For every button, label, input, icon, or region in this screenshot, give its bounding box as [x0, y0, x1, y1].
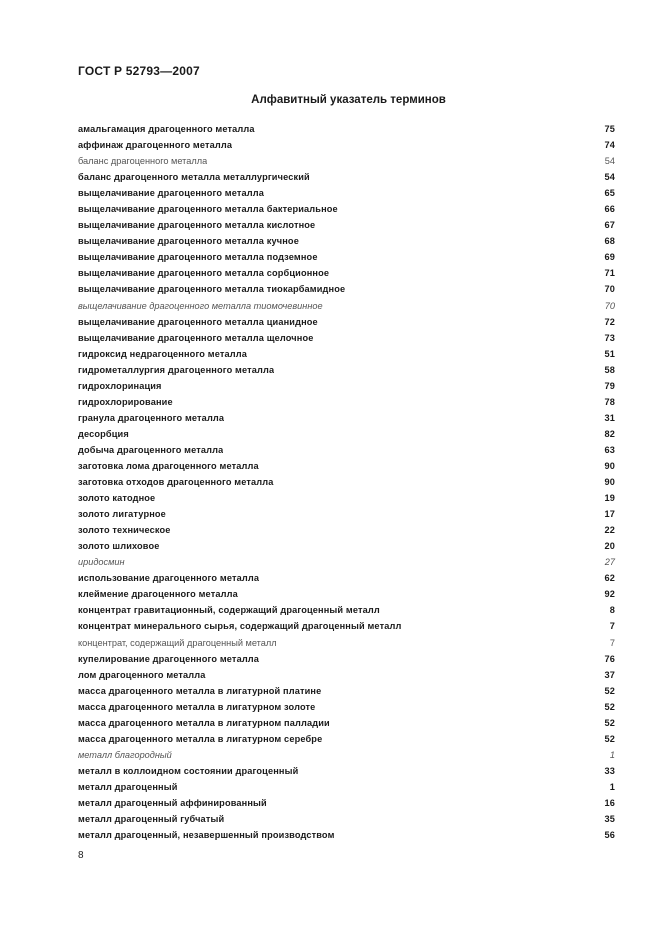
- index-page-ref: 52: [604, 685, 615, 696]
- index-page-ref: 7: [609, 621, 615, 632]
- index-page-ref: 27: [604, 557, 615, 568]
- index-page-ref: 7: [609, 637, 615, 648]
- index-page-ref: 79: [604, 380, 615, 391]
- index-page-ref: 31: [604, 412, 615, 423]
- index-entry: [78, 715, 615, 731]
- index-entry: [78, 249, 615, 265]
- index-page-ref: 92: [604, 589, 615, 600]
- index-entry: [78, 506, 615, 522]
- term-index-list: [78, 121, 615, 843]
- index-page-ref: 66: [604, 204, 615, 215]
- index-entry: [78, 410, 615, 426]
- index-term: десорбция: [78, 428, 129, 439]
- index-entry: [78, 490, 615, 506]
- index-page-ref: 52: [604, 701, 615, 712]
- index-entry: [78, 570, 615, 586]
- index-entry: [78, 201, 615, 217]
- index-entry: [78, 795, 615, 811]
- index-term: иридосмин: [78, 557, 125, 568]
- index-page-ref: 75: [604, 124, 615, 134]
- index-page-ref: 58: [604, 364, 615, 375]
- index-page-ref: 69: [604, 252, 615, 263]
- index-term: выщелачивание драгоценного металла кучное: [78, 236, 299, 247]
- index-term: гранула драгоценного металла: [78, 412, 225, 423]
- index-page-ref: 1: [609, 749, 615, 760]
- index-term: лом драгоценного металла: [78, 669, 206, 680]
- index-page-ref: 90: [604, 477, 615, 488]
- index-page-ref: 90: [604, 460, 615, 471]
- index-term: выщелачивание драгоценного металла подземное: [78, 252, 318, 263]
- index-entry: [78, 618, 615, 634]
- index-page-ref: 52: [604, 733, 615, 744]
- index-term: металл драгоценный губчатый: [78, 814, 225, 825]
- index-term: металл благородный: [78, 749, 172, 760]
- index-term: концентрат минерального сырья, содержащий драгоценный металл: [78, 621, 402, 632]
- index-term: выщелачивание драгоценного металла кислотное: [78, 220, 316, 231]
- page-number: 8: [78, 850, 84, 861]
- index-entry: [78, 779, 615, 795]
- index-page-ref: 22: [604, 525, 615, 536]
- index-page-ref: 51: [604, 348, 615, 359]
- index-page-ref: 70: [604, 300, 615, 311]
- index-term: гидроксид недрагоценного металла: [78, 348, 247, 359]
- index-term: золото лигатурное: [78, 509, 166, 520]
- index-entry: [78, 651, 615, 667]
- index-entry: [78, 522, 615, 538]
- index-term: гидрохлорирование: [78, 396, 173, 407]
- index-entry: [78, 586, 615, 602]
- document-header: ГОСТ Р 52793—2007: [78, 64, 200, 78]
- index-entry: [78, 362, 615, 378]
- index-page-ref: 54: [604, 172, 615, 183]
- index-entry: [78, 763, 615, 779]
- index-entry: [78, 667, 615, 683]
- index-entry: [78, 474, 615, 490]
- index-term: металл драгоценный, незавершенный производством: [78, 830, 335, 841]
- index-entry: [78, 121, 615, 137]
- index-page-ref: 56: [604, 830, 615, 841]
- index-entry: [78, 265, 615, 281]
- index-entry: [78, 330, 615, 346]
- index-entry: [78, 153, 615, 169]
- index-page-ref: 62: [604, 573, 615, 584]
- index-page-ref: 65: [604, 188, 615, 199]
- index-term: амальгамация драгоценного металла: [78, 124, 255, 134]
- index-entry: [78, 137, 615, 153]
- index-term: выщелачивание драгоценного металла тиомочевинное: [78, 300, 323, 311]
- index-page-ref: 17: [604, 509, 615, 520]
- index-page-ref: 63: [604, 444, 615, 455]
- index-page-ref: 82: [604, 428, 615, 439]
- index-term: выщелачивание драгоценного металла цианидное: [78, 316, 318, 327]
- index-entry: [78, 731, 615, 747]
- index-term: масса драгоценного металла в лигатурной платине: [78, 685, 322, 696]
- index-page-ref: 52: [604, 717, 615, 728]
- index-page-ref: 70: [604, 284, 615, 295]
- index-entry: [78, 699, 615, 715]
- index-page-ref: 37: [604, 669, 615, 680]
- index-term: масса драгоценного металла в лигатурном серебре: [78, 733, 323, 744]
- index-entry: [78, 346, 615, 362]
- index-entry: [78, 394, 615, 410]
- index-term: масса драгоценного металла в лигатурном палладии: [78, 717, 330, 728]
- index-term: купелирование драгоценного металла: [78, 653, 260, 664]
- index-term: использование драгоценного металла: [78, 573, 260, 584]
- index-term: выщелачивание драгоценного металла тиокарбамидное: [78, 284, 346, 295]
- index-page-ref: 8: [609, 605, 615, 616]
- index-term: металл в коллоидном состоянии драгоценный: [78, 765, 299, 776]
- index-page-ref: 1: [609, 781, 615, 792]
- index-page-ref: 74: [604, 140, 615, 151]
- index-entry: [78, 169, 615, 185]
- index-term: гидрометаллургия драгоценного металла: [78, 364, 275, 375]
- index-page-ref: 33: [604, 765, 615, 776]
- index-page-ref: 54: [604, 156, 615, 167]
- index-entry: [78, 827, 615, 843]
- index-term: золото техническое: [78, 525, 171, 536]
- index-term: выщелачивание драгоценного металла: [78, 188, 265, 199]
- index-term: золото шлиховое: [78, 541, 160, 552]
- index-term: баланс драгоценного металла металлургический: [78, 172, 310, 183]
- index-term: золото катодное: [78, 493, 156, 504]
- index-entry: [78, 378, 615, 394]
- index-page-ref: 73: [604, 332, 615, 343]
- index-entry: [78, 602, 615, 618]
- index-page-ref: 71: [604, 268, 615, 279]
- index-page-ref: 78: [604, 396, 615, 407]
- index-page-ref: 35: [604, 814, 615, 825]
- index-term: выщелачивание драгоценного металла бактериальное: [78, 204, 338, 215]
- index-term: клеймение драгоценного металла: [78, 589, 238, 600]
- index-term: заготовка отходов драгоценного металла: [78, 477, 274, 488]
- index-entry: [78, 217, 615, 233]
- index-term: концентрат гравитационный, содержащий драгоценный металл: [78, 605, 380, 616]
- index-term: добыча драгоценного металла: [78, 444, 224, 455]
- index-page-ref: 76: [604, 653, 615, 664]
- index-entry: [78, 747, 615, 763]
- index-entry: [78, 554, 615, 570]
- index-entry: [78, 458, 615, 474]
- index-entry: [78, 314, 615, 330]
- index-page-ref: 68: [604, 236, 615, 247]
- index-entry: [78, 185, 615, 201]
- index-entry: [78, 811, 615, 827]
- index-entry: [78, 233, 615, 249]
- index-entry: [78, 635, 615, 651]
- index-term: аффинаж драгоценного металла: [78, 140, 233, 151]
- index-term: металл драгоценный аффинированный: [78, 797, 267, 808]
- index-entry: [78, 298, 615, 314]
- index-entry: [78, 281, 615, 297]
- index-entry: [78, 426, 615, 442]
- index-term: выщелачивание драгоценного металла сорбционное: [78, 268, 330, 279]
- index-term: концентрат, содержащий драгоценный металл: [78, 637, 277, 648]
- index-term: выщелачивание драгоценного металла щелочное: [78, 332, 314, 343]
- index-page-ref: 72: [604, 316, 615, 327]
- index-page-ref: 19: [604, 493, 615, 504]
- index-page-ref: 67: [604, 220, 615, 231]
- index-page-ref: 20: [604, 541, 615, 552]
- index-title: Алфавитный указатель терминов: [251, 94, 446, 106]
- index-term: гидрохлоринация: [78, 380, 162, 391]
- index-term: баланс драгоценного металла: [78, 156, 208, 167]
- index-term: металл драгоценный: [78, 781, 178, 792]
- index-page-ref: 16: [604, 797, 615, 808]
- index-entry: [78, 538, 615, 554]
- index-term: заготовка лома драгоценного металла: [78, 460, 259, 471]
- index-entry: [78, 683, 615, 699]
- index-entry: [78, 442, 615, 458]
- index-term: масса драгоценного металла в лигатурном золоте: [78, 701, 316, 712]
